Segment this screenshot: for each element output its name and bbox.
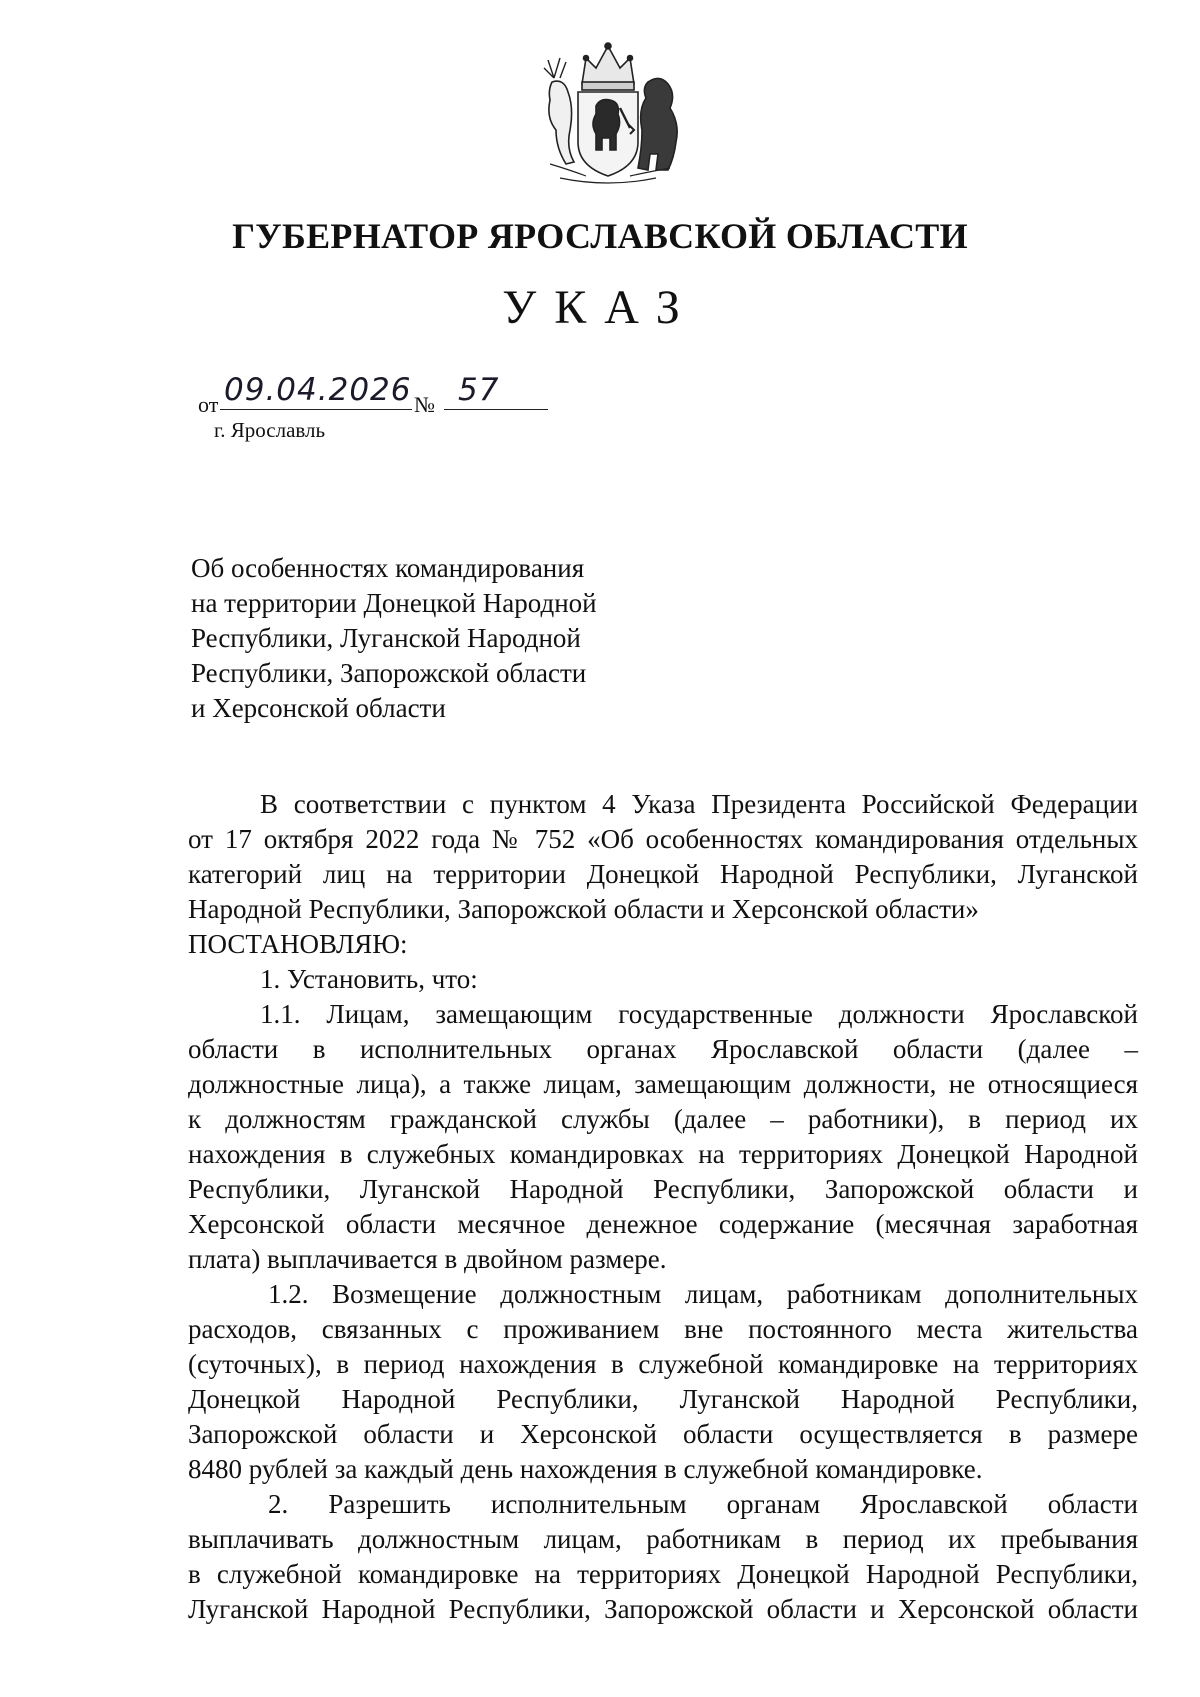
body-line: ПОСТАНОВЛЯЮ: [188, 929, 408, 959]
subject-line: Республики, Запорожской области [191, 658, 587, 688]
body-line: должностные лица), а также лицам, замещающим должности, не относящиеся [188, 1069, 1138, 1099]
number-label: № [414, 392, 435, 417]
date-prefix: от [198, 392, 219, 417]
body-line: 1. Установить, что: [260, 964, 478, 994]
body-line: нахождения в служебных командировках на территориях Донецкой Народной [188, 1139, 1138, 1169]
subject-line: Об особенностях командирования [191, 553, 585, 583]
body-line: 1.1. Лицам, замещающим государственные должности Ярославской [260, 999, 1138, 1029]
document-type-title: УКАЗ [502, 281, 698, 334]
handwritten-date: 09.04.2026 [220, 370, 412, 410]
body-line: Запорожской области и Херсонской области осуществляется в размере [188, 1419, 1138, 1449]
body-line: Херсонской области месячное денежное содержание (месячная заработная [188, 1209, 1138, 1239]
issuing-city: г. Ярославль [214, 418, 326, 442]
body-line: Луганской Народной Республики, Запорожской области и Херсонской области [188, 1594, 1138, 1624]
subject-line: и Херсонской области [191, 693, 446, 723]
body-line: В соответствии с пунктом 4 Указа Президента Российской Федерации [260, 789, 1138, 819]
coat-of-arms-icon [530, 38, 686, 186]
body-line: 2. Разрешить исполнительным органам Ярославской области [268, 1489, 1138, 1519]
body-line: 1.2. Возмещение должностным лицам, работникам дополнительных [268, 1279, 1138, 1309]
body-line: выплачивать должностным лицам, работникам в период их пребывания [188, 1524, 1138, 1554]
body-line: от 17 октября 2022 года № 752 «Об особенностях командирования отдельных [188, 824, 1138, 854]
body-line: категорий лиц на территории Донецкой Народной Республики, Луганской [188, 859, 1138, 889]
body-line: плата) выплачивается в двойном размере. [188, 1244, 667, 1274]
decree-body [188, 787, 1138, 1627]
body-line: Народной Республики, Запорожской области и Херсонской области» [188, 894, 979, 924]
body-line: к должностям гражданской службы (далее – работники), в период их [188, 1104, 1138, 1134]
body-line: Донецкой Народной Республики, Луганской Народной Республики, [188, 1384, 1138, 1414]
subject-line: Республики, Луганской Народной [191, 623, 581, 653]
issuing-authority: ГУБЕРНАТОР ЯРОСЛАВСКОЙ ОБЛАСТИ [232, 216, 968, 256]
body-line: (суточных), в период нахождения в служебной командировке на территориях [188, 1349, 1138, 1379]
subject-line: на территории Донецкой Народной [191, 588, 597, 618]
body-line: в служебной командировке на территориях Донецкой Народной Республики, [188, 1559, 1138, 1589]
body-line: области в исполнительных органах Ярославской области (далее – [188, 1034, 1138, 1064]
body-line: Республики, Луганской Народной Республики, Запорожской области и [188, 1174, 1138, 1204]
decree-subject [191, 551, 711, 726]
handwritten-number: 57 [444, 370, 548, 410]
body-line: 8480 рублей за каждый день нахождения в служебной командировке. [188, 1454, 983, 1484]
body-line: расходов, связанных с проживанием вне постоянного места жительства [188, 1314, 1138, 1344]
